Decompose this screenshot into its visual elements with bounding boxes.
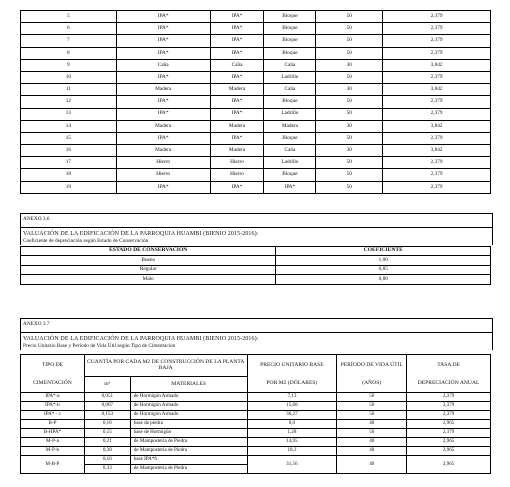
tasa-header-units: DEPRECIACIÓN ANUAL xyxy=(407,377,491,393)
table-cell: 30 xyxy=(316,120,383,132)
foundation-cell: 0,16 xyxy=(84,420,130,429)
table-cell: Ladrillo xyxy=(264,108,316,120)
table-cell: 9 xyxy=(21,59,117,71)
foundation-cell: 40 xyxy=(337,420,407,429)
last-row-m3-a: 0,16 xyxy=(84,456,130,465)
table-cell: 2,379 xyxy=(383,11,491,23)
foundation-row xyxy=(21,438,491,447)
table-cell: IPA* xyxy=(116,132,210,144)
table-cell: Ladrillo xyxy=(264,157,316,169)
foundation-cell: 50 xyxy=(337,402,407,411)
table-cell: IPA* xyxy=(116,11,210,23)
foundation-cell: 40 xyxy=(337,438,407,447)
table-cell: IPA* xyxy=(210,181,264,193)
foundation-cell: de Mampostería de Piedra xyxy=(130,447,247,456)
coeficiente-header: COEFICIENTE xyxy=(276,247,491,256)
last-row-periodo: 40 xyxy=(337,456,407,474)
table-row xyxy=(21,120,491,132)
table-cell: Bloque xyxy=(264,96,316,108)
table-cell: Madera xyxy=(116,145,210,157)
anexo-37-title: VALUACIÓN DE LA EDIFICACIÓN DE LA PARROQUIA HUAMBI (BIENIO 2015-2016): xyxy=(23,336,259,342)
table-cell: IPA* xyxy=(210,108,264,120)
foundation-cell: 0,153 xyxy=(84,411,130,420)
m3-header: m³ xyxy=(84,377,130,393)
table-cell: 2,379 xyxy=(383,47,491,59)
foundation-cell: M-P-a xyxy=(21,438,85,447)
last-row-tipo: M-B-P xyxy=(21,456,85,474)
table-cell: Madera xyxy=(264,120,316,132)
table-row xyxy=(21,84,491,96)
table-row xyxy=(21,132,491,144)
foundation-cell: de Mampostería de Piedra xyxy=(130,438,247,447)
table-cell: IPA* xyxy=(116,108,210,120)
table-row xyxy=(21,96,491,108)
table-row xyxy=(21,35,491,47)
table-cell: Madera xyxy=(210,84,264,96)
table-cell: IPA* xyxy=(210,11,264,23)
anexo-36-title: VALUACIÓN DE LA EDIFICACIÓN DE LA PARROQUIA HUAMBI (BIENIO 2015-2016): xyxy=(23,231,259,237)
last-row-material-b: de Mampostería de Piedra xyxy=(130,465,247,474)
cuantia-header: CUANTÍA POR CADA M2 DE CONSTRUCCIÓN DE LA PLANTA BAJA xyxy=(84,355,247,377)
table-cell: 50 xyxy=(316,132,383,144)
conservation-cell: 0,85 xyxy=(276,265,491,274)
foundation-row xyxy=(21,420,491,429)
table-cell: Madera xyxy=(116,120,210,132)
table-cell: IPA* xyxy=(116,23,210,35)
table-cell: 2,379 xyxy=(383,108,491,120)
table-row xyxy=(21,71,491,83)
upper-table xyxy=(20,10,491,194)
foundation-cell: 2,379 xyxy=(407,393,491,402)
table-cell: 30 xyxy=(316,59,383,71)
table-row xyxy=(21,23,491,35)
table-row xyxy=(21,145,491,157)
conservation-row xyxy=(21,275,491,284)
table-cell: IPA* xyxy=(210,71,264,83)
table-cell: 50 xyxy=(316,169,383,181)
foundation-row xyxy=(21,429,491,438)
table-cell: IPA* xyxy=(116,47,210,59)
table-cell: 17 xyxy=(21,157,117,169)
table-cell: Madera xyxy=(210,120,264,132)
last-row-material-a: base IPA*6 xyxy=(130,456,247,465)
table-cell: 2,379 xyxy=(383,181,491,193)
last-row-precio: 31,56 xyxy=(247,456,337,474)
table-cell: 13 xyxy=(21,108,117,120)
anexo-37-subtitle: Precio Unitario Base y Período de Vida Útil según Tipo de Cimentación xyxy=(23,343,176,349)
table-cell: IPA* xyxy=(116,96,210,108)
foundation-cell: 0,051 xyxy=(84,393,130,402)
foundation-cell: base de piedra xyxy=(130,420,247,429)
conservation-cell: Bueno xyxy=(21,256,276,265)
table-cell: 2,379 xyxy=(383,35,491,47)
foundation-cell: 2,965 xyxy=(407,438,491,447)
table-row xyxy=(21,11,491,23)
table-cell: Caña xyxy=(264,145,316,157)
anexo-36-section xyxy=(20,213,493,245)
estado-header: ESTADO DE CONSERVACIÓN xyxy=(21,247,276,256)
table-cell: IPA* xyxy=(210,23,264,35)
foundation-cell: 14,95 xyxy=(247,438,337,447)
table-row xyxy=(21,157,491,169)
foundation-cell: 7,13 xyxy=(247,393,337,402)
table-cell: 18 xyxy=(21,169,117,181)
table-cell: IPA* xyxy=(264,181,316,193)
table-cell: 2,379 xyxy=(383,71,491,83)
foundation-cell: 0,067 xyxy=(84,402,130,411)
foundation-cell: IPA*-b xyxy=(21,402,85,411)
foundation-cell: 40 xyxy=(337,447,407,456)
table-cell: 2,379 xyxy=(383,169,491,181)
table-cell: 30 xyxy=(316,145,383,157)
foundation-cell: 2,379 xyxy=(407,411,491,420)
table-cell: Caña xyxy=(264,59,316,71)
table-cell: Bloque xyxy=(264,169,316,181)
conservation-row xyxy=(21,256,491,265)
foundation-cell: B-HPA* xyxy=(21,429,85,438)
foundation-cell: 0,0 xyxy=(247,420,337,429)
table-row xyxy=(21,59,491,71)
foundation-cell: IPA*-a xyxy=(21,393,85,402)
conservation-row xyxy=(21,265,491,274)
table-cell: 2,379 xyxy=(383,157,491,169)
table-cell: Bloque xyxy=(264,47,316,59)
table-cell: Madera xyxy=(116,84,210,96)
table-cell: 7 xyxy=(21,35,117,47)
table-cell: IPA* xyxy=(210,35,264,47)
conservation-cell: 0,80 xyxy=(276,275,491,284)
table-cell: 3,842 xyxy=(383,59,491,71)
table-cell: Bloque xyxy=(264,23,316,35)
table-cell: 50 xyxy=(316,96,383,108)
foundation-cell: 50 xyxy=(337,429,407,438)
table-cell: 19 xyxy=(21,181,117,193)
table-cell: IPA* xyxy=(210,47,264,59)
foundation-cell: 0,15 xyxy=(84,429,130,438)
foundation-cell: 50 xyxy=(337,411,407,420)
anexo-36-label: ANEXO 3.6 xyxy=(21,214,492,228)
table-cell: Hierro xyxy=(210,157,264,169)
table-cell: 50 xyxy=(316,35,383,47)
foundation-cell: 2,379 xyxy=(407,429,491,438)
conservation-cell: Malo xyxy=(21,275,276,284)
table-cell: Hierro xyxy=(116,169,210,181)
last-row-m3-b: 0,33 xyxy=(84,465,130,474)
anexo-37-table xyxy=(20,354,491,474)
table-cell: IPA* xyxy=(116,181,210,193)
table-cell: 5 xyxy=(21,11,117,23)
table-row xyxy=(21,169,491,181)
table-row xyxy=(21,47,491,59)
table-cell: Ladrillo xyxy=(264,71,316,83)
anexo-37-section xyxy=(20,318,493,350)
table-cell: 15 xyxy=(21,132,117,144)
table-cell: 50 xyxy=(316,157,383,169)
table-cell: 50 xyxy=(316,71,383,83)
foundation-cell: 2,965 xyxy=(407,447,491,456)
table-cell: IPA* xyxy=(116,71,210,83)
foundation-cell: base de Hormigón xyxy=(130,429,247,438)
table-cell: 2,379 xyxy=(383,132,491,144)
table-row xyxy=(21,181,491,193)
table-cell: 3,842 xyxy=(383,120,491,132)
table-cell: IPA* xyxy=(210,96,264,108)
table-cell: IPA* xyxy=(116,35,210,47)
table-cell: 6 xyxy=(21,23,117,35)
table-cell: Hierro xyxy=(210,169,264,181)
anexo-37-label: ANEXO 3.7 xyxy=(21,319,492,333)
table-cell: 3,842 xyxy=(383,145,491,157)
last-row-tasa: 2,965 xyxy=(407,456,491,474)
foundation-row xyxy=(21,402,491,411)
table-cell: 12 xyxy=(21,96,117,108)
periodo-header: PERÍODO DE VIDA ÚTIL xyxy=(337,355,407,377)
table-cell: 2,379 xyxy=(383,23,491,35)
table-cell: Caña xyxy=(264,84,316,96)
table-row xyxy=(21,108,491,120)
table-cell: 14 xyxy=(21,120,117,132)
cimentacion-header: CIMENTACIÓN xyxy=(21,377,85,393)
table-cell: 16 xyxy=(21,145,117,157)
table-cell: 50 xyxy=(316,108,383,120)
foundation-cell: de Hormigón Armado xyxy=(130,402,247,411)
foundation-cell: de Hormigón Armado xyxy=(130,393,247,402)
conservation-cell: 1,00 xyxy=(276,256,491,265)
table-cell: 50 xyxy=(316,181,383,193)
anexo-36-subtitle: Coeficiente de depreciación según Estado de Conservación xyxy=(23,238,149,244)
table-cell: Bloque xyxy=(264,11,316,23)
foundation-row xyxy=(21,393,491,402)
precio-header: PRECIO UNITARIO BASE xyxy=(247,355,337,377)
table-cell: 10 xyxy=(21,71,117,83)
foundation-cell: 2,965 xyxy=(407,420,491,429)
foundation-cell: 1,28 xyxy=(247,429,337,438)
foundation-row xyxy=(21,447,491,456)
foundation-cell: 15,68 xyxy=(247,402,337,411)
table-cell: 50 xyxy=(316,23,383,35)
precio-header-units: POR M2 (DÓLARES) xyxy=(247,377,337,393)
foundation-row xyxy=(21,411,491,420)
foundation-cell: 36,27 xyxy=(247,411,337,420)
table-cell: Bloque xyxy=(264,132,316,144)
conservation-cell: Regular xyxy=(21,265,276,274)
periodo-header-units: (AÑOS) xyxy=(337,377,407,393)
foundation-cell: 0,38 xyxy=(84,447,130,456)
foundation-cell: de Hormigón Armado xyxy=(130,411,247,420)
foundation-cell: 50 xyxy=(337,393,407,402)
table-cell: 3,842 xyxy=(383,84,491,96)
table-cell: Hierro xyxy=(116,157,210,169)
tipo-header: TIPO DE xyxy=(21,355,85,377)
table-cell: IPA* xyxy=(210,132,264,144)
table-cell: 11 xyxy=(21,84,117,96)
table-cell: Caña xyxy=(116,59,210,71)
foundation-cell: 18,3 xyxy=(247,447,337,456)
foundation-cell: 0,21 xyxy=(84,438,130,447)
table-cell: 30 xyxy=(316,84,383,96)
foundation-cell: M-P-b xyxy=(21,447,85,456)
foundation-cell: 2,379 xyxy=(407,402,491,411)
table-cell: 50 xyxy=(316,47,383,59)
table-cell: Caña xyxy=(210,59,264,71)
table-cell: 50 xyxy=(316,11,383,23)
table-cell: Bloque xyxy=(264,35,316,47)
table-cell: 8 xyxy=(21,47,117,59)
table-cell: Madera xyxy=(210,145,264,157)
table-cell: 2,379 xyxy=(383,96,491,108)
tasa-header: TASA DE xyxy=(407,355,491,377)
foundation-cell: B-P xyxy=(21,420,85,429)
materiales-header: MATERIALES xyxy=(130,377,247,393)
anexo-36-table xyxy=(20,246,491,285)
foundation-cell: IPA* - c xyxy=(21,411,85,420)
